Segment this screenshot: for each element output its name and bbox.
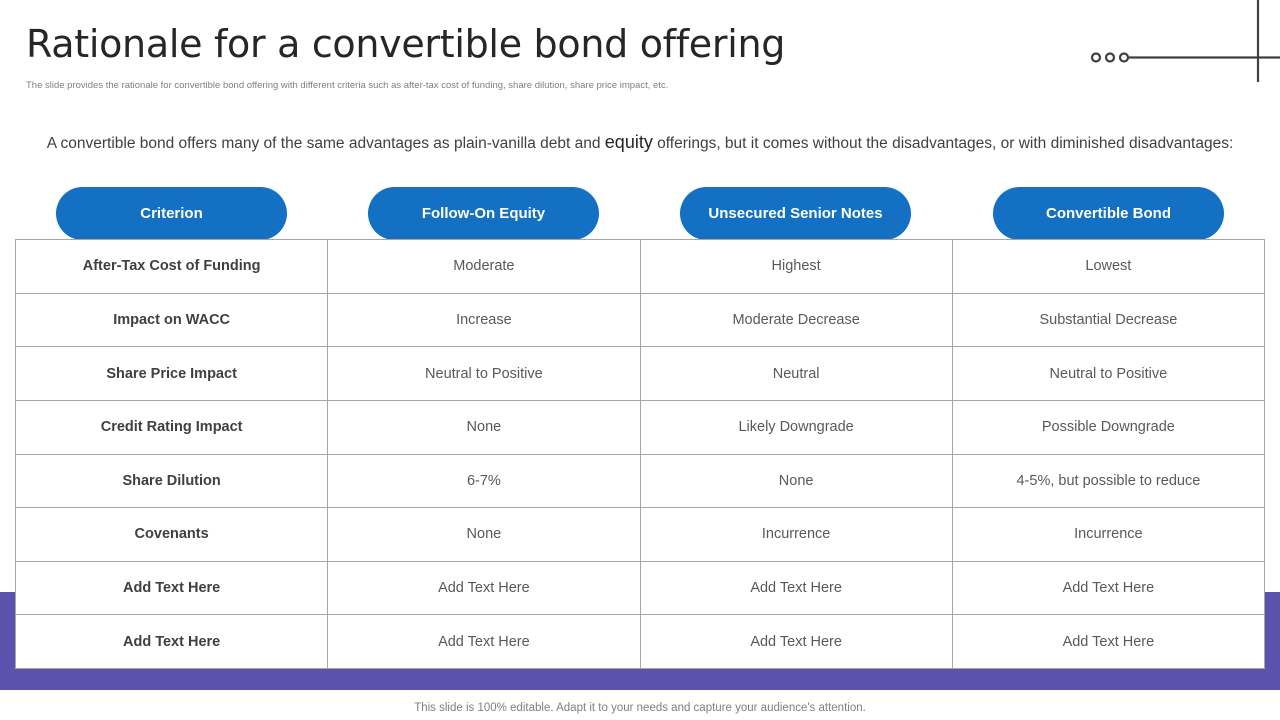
table-row [16,347,1265,401]
table-cell: Add Text Here [640,561,952,615]
table-cell: Add Text Here [952,615,1264,669]
table-row [16,508,1265,562]
comparison-table [15,239,1265,669]
criterion-cell: Share Price Impact [16,347,328,401]
criterion-cell: Credit Rating Impact [16,400,328,454]
criterion-cell: Covenants [16,508,328,562]
table-cell: None [328,400,640,454]
intro-text-emphasis: equity [604,132,653,152]
table-cell: None [640,454,952,508]
intro-text [0,132,1280,153]
table-cell: 6-7% [328,454,640,508]
table-cell: None [328,508,640,562]
table-cell: Substantial Decrease [952,293,1264,347]
table-cell: Add Text Here [952,561,1264,615]
table-cell: Likely Downgrade [640,400,952,454]
page-title: Rationale for a convertible bond offering [26,22,786,66]
table-row [16,240,1265,294]
table-row [16,615,1265,669]
criterion-cell: Impact on WACC [16,293,328,347]
criterion-cell: Share Dilution [16,454,328,508]
header-pill-convertible-bond: Convertible Bond [993,187,1224,240]
table-cell: Possible Downgrade [952,400,1264,454]
intro-text-start: A convertible bond offers many of the same advantages as plain-vanilla debt and [46,135,605,152]
table-cell: Increase [328,293,640,347]
table-cell: Neutral [640,347,952,401]
table-cell: Moderate Decrease [640,293,952,347]
header-pill-unsecured-senior-notes: Unsecured Senior Notes [680,187,911,240]
criterion-cell: Add Text Here [16,615,328,669]
table-cell: Neutral to Positive [328,347,640,401]
table-row [16,293,1265,347]
intro-text-end: offerings, but it comes without the disadvantages, or with diminished disadvantages: [652,135,1234,152]
header-pill-follow-on-equity: Follow-On Equity [368,187,599,240]
criterion-cell: After-Tax Cost of Funding [16,240,328,294]
table-cell: Incurrence [640,508,952,562]
page-subtitle: The slide provides the rationale for convertible bond offering with different criteria such as after-tax cost of funding, share dilution, share price impact, etc. [26,80,669,91]
table-cell: Add Text Here [328,615,640,669]
table-cell: Moderate [328,240,640,294]
table-cell: Highest [640,240,952,294]
table-cell: Add Text Here [640,615,952,669]
table-row [16,454,1265,508]
table-cell: Incurrence [952,508,1264,562]
table-cell: Lowest [952,240,1264,294]
table-cell: 4-5%, but possible to reduce [952,454,1264,508]
header-pill-criterion: Criterion [56,187,287,240]
table-row [16,561,1265,615]
table-cell: Neutral to Positive [952,347,1264,401]
table-row [16,400,1265,454]
criterion-cell: Add Text Here [16,561,328,615]
footer-note: This slide is 100% editable. Adapt it to your needs and capture your audience's attention. [414,702,866,714]
table-cell: Add Text Here [328,561,640,615]
